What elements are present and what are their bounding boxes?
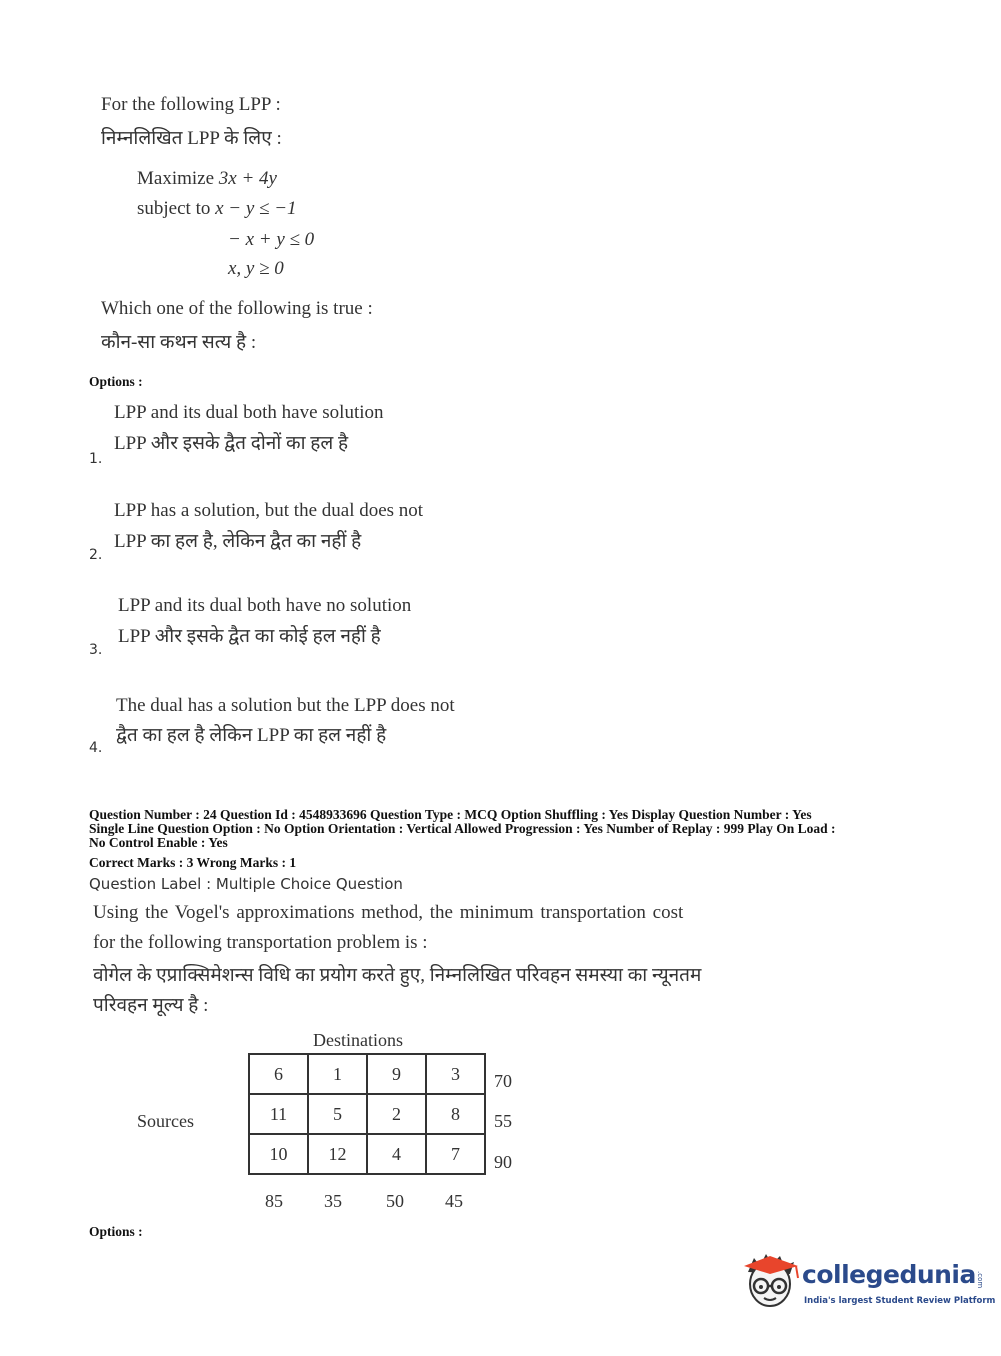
option-2-number: 2.: [89, 547, 103, 563]
cost-cell: 5: [308, 1094, 367, 1134]
transportation-table: [248, 1053, 486, 1175]
option-3-hi[interactable]: LPP और इसके द्वैत का कोई हल नहीं है: [118, 626, 381, 647]
ask-en: Which one of the following is true :: [101, 298, 373, 319]
cost-cell: 12: [308, 1134, 367, 1174]
option-1-number: 1.: [89, 451, 103, 467]
table-row: [249, 1134, 485, 1174]
option-3-en[interactable]: LPP and its dual both have no solution: [118, 595, 412, 616]
demand-value: 85: [265, 1191, 283, 1211]
option-4-hi[interactable]: द्वैत का हल है लेकिन LPP का हल नहीं है: [116, 725, 387, 746]
constraint-3-expr: x, y ≥ 0: [228, 258, 284, 279]
options-label-q23: Options :: [89, 374, 143, 389]
logo-name: collegedunia: [802, 1260, 976, 1289]
logo-wordmark: [802, 1260, 984, 1289]
option-2-hi[interactable]: LPP का हल है, लेकिन द्वैत का नहीं है: [114, 531, 362, 552]
cost-cell: 1: [308, 1054, 367, 1094]
demand-value: 35: [324, 1191, 342, 1211]
collegedunia-logo: [740, 1250, 996, 1320]
cost-cell: 11: [249, 1094, 308, 1134]
q24-text-hi-2: परिवहन मूल्य है :: [93, 995, 209, 1016]
subject-to-label: subject to: [137, 198, 211, 219]
cost-cell: 6: [249, 1054, 308, 1094]
q24-text-en-1: Using the Vogel's approximations method, the minimum transportation cost: [93, 902, 684, 923]
constraint-1: x − y ≤ −1: [215, 198, 297, 219]
constraint-3: [228, 258, 284, 280]
sources-label: Sources: [137, 1111, 194, 1131]
meta-line-2: Single Line Question Option : No Option Orientation : Vertical Allowed Progression : Yes Number of Replay : 999 Play On Load :: [89, 821, 836, 836]
destinations-header: Destinations: [313, 1030, 403, 1050]
q24-text-en-2: for the following transportation problem is :: [93, 932, 428, 953]
demand-value: 45: [445, 1191, 463, 1211]
logo-tagline: India's largest Student Review Platform: [804, 1296, 996, 1306]
cost-cell: 4: [367, 1134, 426, 1174]
cost-cell: 9: [367, 1054, 426, 1094]
supply-value: 90: [494, 1152, 512, 1172]
option-1-en[interactable]: LPP and its dual both have solution: [114, 402, 384, 423]
intro-hi: निम्नलिखित LPP के लिए :: [101, 128, 282, 149]
constraint-line-1: [137, 198, 297, 220]
cost-cell: 3: [426, 1054, 485, 1094]
option-2-en[interactable]: LPP has a solution, but the dual does not: [114, 500, 424, 521]
intro-en: For the following LPP :: [101, 94, 281, 115]
marks-line: Correct Marks : 3 Wrong Marks : 1: [89, 855, 297, 870]
demand-value: 50: [386, 1191, 404, 1211]
option-4-en[interactable]: The dual has a solution but the LPP does not: [116, 695, 455, 716]
supply-value: 70: [494, 1071, 512, 1091]
table-row: [249, 1054, 485, 1094]
objective-line: [137, 168, 277, 190]
objective-label: Maximize: [137, 168, 215, 189]
cost-cell: 8: [426, 1094, 485, 1134]
meta-line-1: Question Number : 24 Question Id : 4548933696 Question Type : MCQ Option Shuffling : Yes Display Question Number : Yes: [89, 807, 812, 822]
options-label-q24: Options :: [89, 1224, 143, 1239]
objective-expr: 3x + 4y: [218, 168, 277, 189]
question-label: Question Label : Multiple Choice Question: [89, 875, 403, 893]
meta-line-3: No Control Enable : Yes: [89, 835, 228, 850]
ask-hi: कौन-सा कथन सत्य है :: [101, 332, 257, 353]
q24-text-hi-1: वोगेल के एप्राक्सिमेशन्स विधि का प्रयोग करते हुए, निम्नलिखित परिवहन समस्या का न्यूनतम: [93, 965, 702, 986]
cost-cell: 2: [367, 1094, 426, 1134]
option-3-number: 3.: [89, 642, 103, 658]
constraint-2: [228, 229, 314, 251]
option-4-number: 4.: [89, 740, 103, 756]
table-row: [249, 1094, 485, 1134]
option-1-hi[interactable]: LPP और इसके द्वैत दोनों का हल है: [114, 433, 349, 454]
constraint-2-expr: − x + y ≤ 0: [228, 229, 315, 250]
cost-cell: 7: [426, 1134, 485, 1174]
cost-cell: 10: [249, 1134, 308, 1174]
logo-suffix: .com: [975, 1270, 984, 1288]
supply-value: 55: [494, 1111, 512, 1131]
mascot-icon: [740, 1250, 802, 1312]
